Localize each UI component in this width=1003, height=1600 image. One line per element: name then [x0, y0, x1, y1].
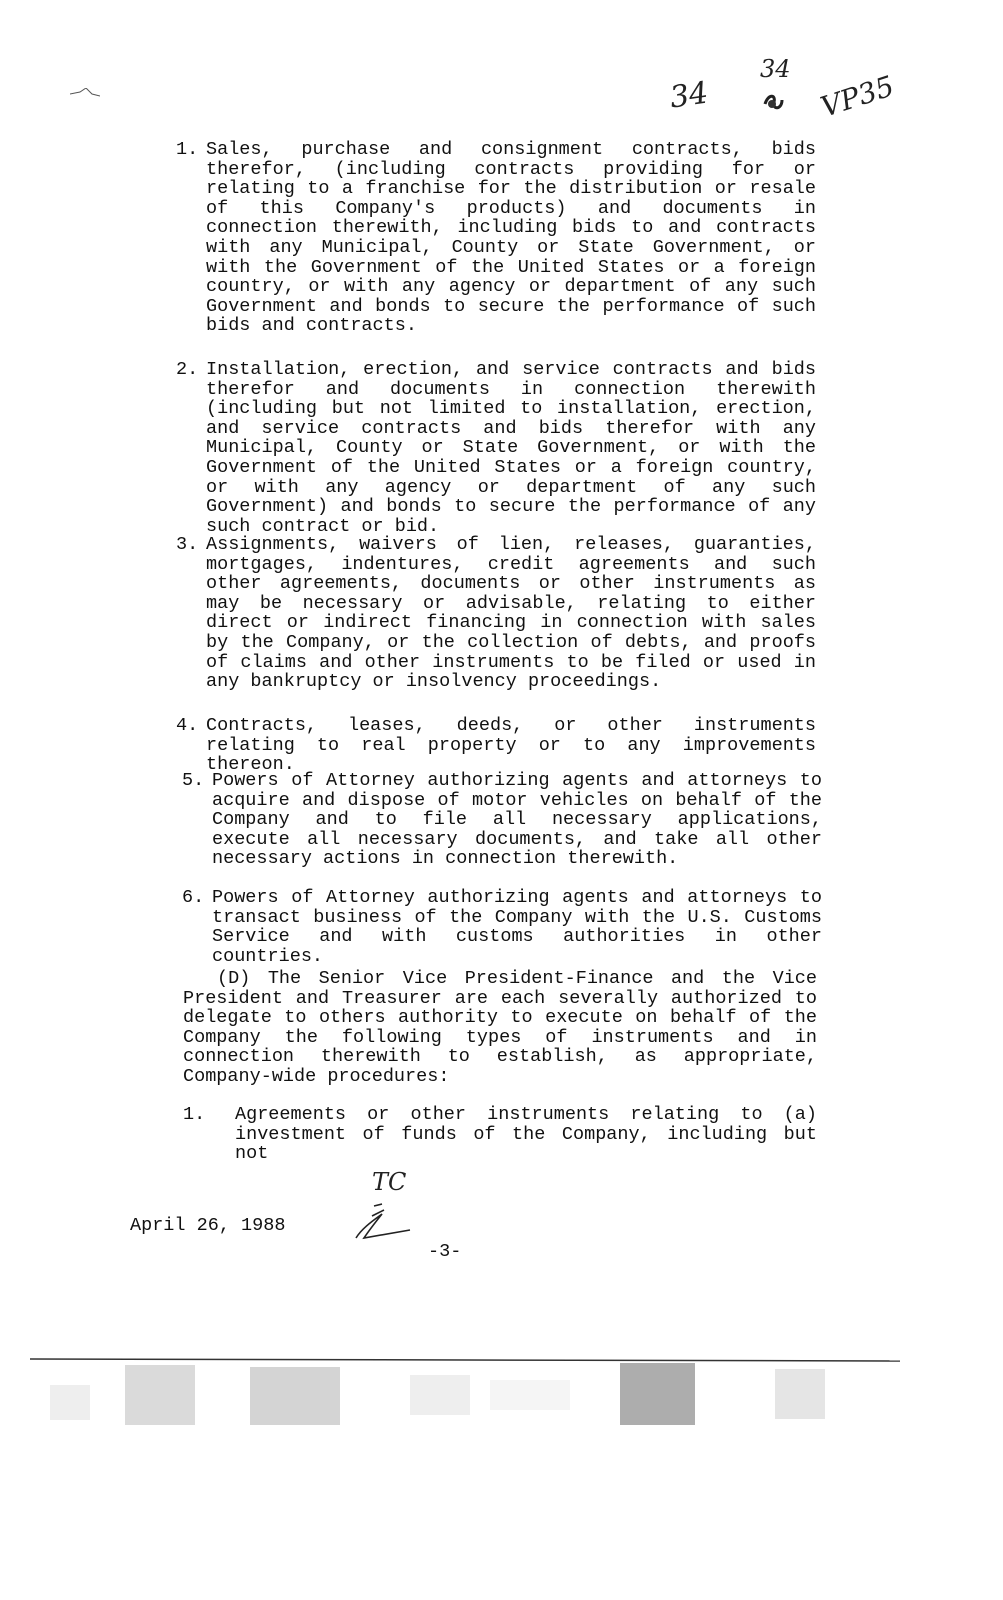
paragraph-d: (D) The Senior Vice President-Finance and the Vice President and Treasurer are each severally authorized to delegate to others authority to execute on behalf of the Company the following types of instruments and in connection therewith to establish, as appropriate, Company-wide procedures: [183, 968, 817, 1087]
margin-note-2: 34 [760, 55, 791, 83]
page-number: -3- [428, 1241, 462, 1262]
margin-note-1: 34 [667, 75, 711, 116]
signature-mark [352, 1198, 412, 1243]
stray-mark [70, 85, 100, 95]
margin-note-3: VP35 [816, 69, 898, 124]
list-item-text: Assignments, waivers of lien, releases, guaranties, mortgages, indentures, credit agreements and such other agreements, documents or other instruments as may be necessary or advisable, relating to either direct or indirect financing in connection with sales by the Company, or the collection of debts, and proofs of claims and other instruments to be filed or used in any bankruptcy or insolvency proceedings. [206, 534, 816, 693]
list-item-number: 5. [182, 770, 205, 791]
scan-artifact-strip [30, 1355, 900, 1430]
list-item-number: 1. [176, 139, 199, 160]
list-item [176, 140, 816, 336]
list-item [183, 1105, 817, 1164]
list-item-text: Powers of Attorney authorizing agents and attorneys to transact business of the Company with the U.S. Customs Service and with customs authorities in other countries. [212, 887, 822, 967]
list-item-text: Powers of Attorney authorizing agents and attorneys to acquire and dispose of motor vehicles on behalf of the Company and to file all necessary applications, execute all necessary documents, and take all other necessary actions in connection therewith. [212, 770, 822, 870]
document-date: April 26, 1988 [130, 1215, 286, 1236]
list-item [176, 716, 816, 775]
list-item [176, 535, 816, 692]
list-item-text: Installation, erection, and service contracts and bids therefor and documents in connection therewith (including but not limited to installation, erection, and service contracts and bids therefor with any Municipal, County or State Government, or with the Government of the United States or a foreign country, or with any agency or department of any such Government) and bonds to secure the performance of any such contract or bid. [206, 359, 816, 537]
list-item-text: Sales, purchase and consignment contracts, bids therefor, (including contracts providing for or relating to a franchise for the distribution or resale of this Company's products) and documents in connection therewith, including bids to and contracts with any Municipal, County or State Government, or with the Government of the United States or a foreign country, or with any agency or department of any such Government and bonds to secure the performance of such bids and contracts. [206, 139, 816, 337]
handwritten-initials: TC [372, 1168, 407, 1196]
scribble-icon [762, 92, 786, 114]
list-item-number: 3. [176, 534, 199, 555]
list-item-number: 4. [176, 715, 199, 736]
list-item [176, 360, 816, 536]
list-item-number: 6. [182, 887, 205, 908]
list-item [182, 888, 822, 966]
list-item-number: 1. [183, 1104, 206, 1125]
list-item-text: Contracts, leases, deeds, or other instruments relating to real property or to any improvements thereon. [206, 715, 816, 776]
list-item [182, 771, 822, 869]
list-item-text: Agreements or other instruments relating to (a) investment of funds of the Company, including but not [235, 1104, 817, 1165]
list-item-number: 2. [176, 359, 199, 380]
